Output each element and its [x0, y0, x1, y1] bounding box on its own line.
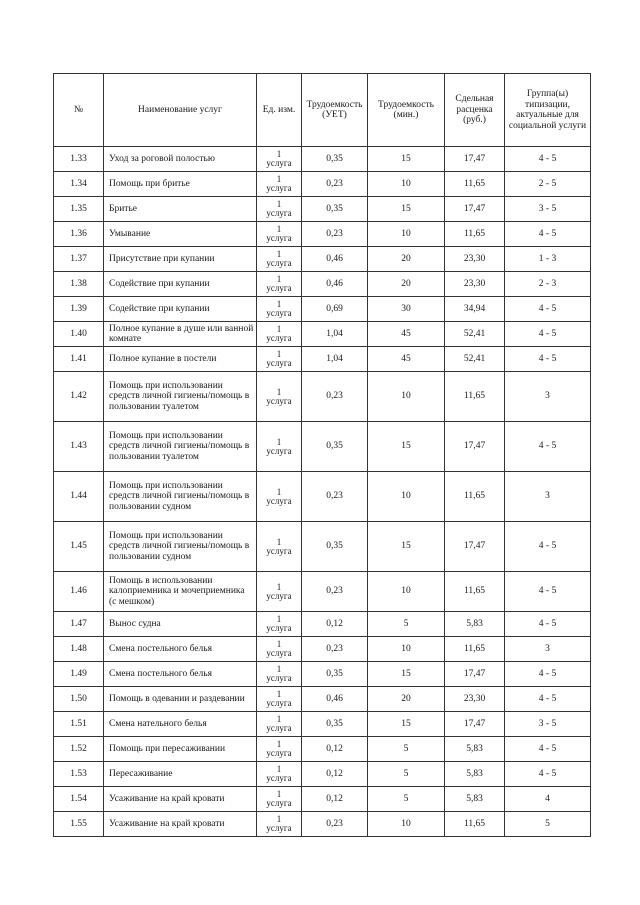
cell-min: 30: [368, 297, 445, 322]
table-row: [54, 737, 591, 762]
cell-uet: 0,35: [302, 197, 368, 222]
cell-price: 5,83: [445, 762, 505, 787]
cell-group: 3: [505, 372, 591, 422]
cell-unit: [257, 572, 302, 612]
cell-unit: [257, 812, 302, 837]
cell-min: 5: [368, 737, 445, 762]
cell-min: 5: [368, 762, 445, 787]
cell-name: Помощь при использовании средств личной гигиены/помощь в пользовании туалетом: [104, 422, 257, 472]
cell-price: 11,65: [445, 172, 505, 197]
cell-group: 4 - 5: [505, 572, 591, 612]
unit-count: 1: [276, 249, 282, 259]
unit-count: 1: [276, 614, 282, 624]
cell-group: 4 - 5: [505, 147, 591, 172]
header-labor-uet: Трудоемкость (УЕТ): [302, 74, 368, 147]
cell-unit: [257, 172, 302, 197]
cell-uet: 0,12: [302, 737, 368, 762]
unit-label: услуга: [266, 545, 292, 556]
unit-count: 1: [276, 174, 282, 184]
cell-num: 1.54: [54, 787, 104, 812]
cell-min: 15: [368, 197, 445, 222]
cell-name: Полное купание в постели: [104, 347, 257, 372]
cell-uet: 0,35: [302, 522, 368, 572]
cell-unit: [257, 737, 302, 762]
cell-uet: 0,23: [302, 637, 368, 662]
cell-price: 52,41: [445, 347, 505, 372]
cell-num: 1.53: [54, 762, 104, 787]
cell-group: 4 - 5: [505, 297, 591, 322]
cell-uet: 0,12: [302, 762, 368, 787]
cell-group: 4 - 5: [505, 662, 591, 687]
cell-unit: [257, 637, 302, 662]
cell-unit: [257, 322, 302, 347]
unit-count: 1: [276, 739, 282, 749]
cell-name: Усаживание на край кровати: [104, 812, 257, 837]
cell-uet: 1,04: [302, 347, 368, 372]
unit-label: услуга: [266, 358, 292, 368]
cell-name: Помощь при использовании средств личной гигиены/помощь в пользовании судном: [104, 472, 257, 522]
cell-name: Бритье: [104, 197, 257, 222]
cell-min: 20: [368, 247, 445, 272]
unit-count: 1: [276, 386, 282, 397]
cell-name: Помощь при пересаживании: [104, 737, 257, 762]
cell-unit: [257, 522, 302, 572]
cell-min: 5: [368, 787, 445, 812]
cell-min: 10: [368, 222, 445, 247]
cell-num: 1.48: [54, 637, 104, 662]
cell-unit: [257, 712, 302, 737]
unit-label: услуга: [266, 233, 292, 243]
cell-min: 15: [368, 422, 445, 472]
cell-num: 1.52: [54, 737, 104, 762]
table-row: [54, 472, 591, 522]
cell-unit: [257, 472, 302, 522]
cell-unit: [257, 662, 302, 687]
cell-num: 1.37: [54, 247, 104, 272]
header-name: Наименование услуг: [104, 74, 257, 147]
unit-label: услуга: [266, 283, 292, 293]
cell-uet: 0,35: [302, 422, 368, 472]
cell-name: Смена постельного белья: [104, 662, 257, 687]
cell-group: 4 - 5: [505, 422, 591, 472]
cell-group: 2 - 3: [505, 272, 591, 297]
table-row: [54, 147, 591, 172]
cell-price: 17,47: [445, 712, 505, 737]
table-row: [54, 222, 591, 247]
unit-label: услуга: [266, 823, 292, 833]
unit-label: услуга: [266, 258, 292, 268]
table-row: [54, 197, 591, 222]
table-row: [54, 272, 591, 297]
cell-unit: [257, 422, 302, 472]
cell-unit: [257, 612, 302, 637]
cell-unit: [257, 372, 302, 422]
cell-min: 10: [368, 472, 445, 522]
cell-min: 45: [368, 347, 445, 372]
table-row: [54, 522, 591, 572]
cell-uet: 0,23: [302, 472, 368, 522]
header-unit: Ед. изм.: [257, 74, 302, 147]
cell-min: 10: [368, 572, 445, 612]
cell-unit: [257, 222, 302, 247]
cell-num: 1.55: [54, 812, 104, 837]
cell-group: 4 - 5: [505, 762, 591, 787]
cell-uet: 0,23: [302, 172, 368, 197]
table-row: [54, 712, 591, 737]
cell-price: 11,65: [445, 572, 505, 612]
cell-num: 1.45: [54, 522, 104, 572]
services-table: [53, 73, 591, 837]
unit-count: 1: [276, 639, 282, 649]
unit-label: услуга: [266, 590, 292, 601]
table-row: [54, 422, 591, 472]
cell-min: 20: [368, 687, 445, 712]
cell-uet: 0,23: [302, 812, 368, 837]
cell-uet: 0,23: [302, 572, 368, 612]
cell-group: 3: [505, 472, 591, 522]
table-row: [54, 572, 591, 612]
unit-count: 1: [276, 299, 282, 309]
table-row: [54, 347, 591, 372]
cell-price: 34,94: [445, 297, 505, 322]
unit-label: услуга: [266, 158, 292, 168]
unit-label: услуга: [266, 748, 292, 758]
table-row: [54, 812, 591, 837]
table-row: [54, 297, 591, 322]
cell-num: 1.42: [54, 372, 104, 422]
cell-num: 1.50: [54, 687, 104, 712]
table-row: [54, 687, 591, 712]
unit-count: 1: [276, 689, 282, 699]
cell-min: 45: [368, 322, 445, 347]
cell-group: 4 - 5: [505, 737, 591, 762]
cell-name: Помощь в использовании калоприемника и мочеприемника (с мешком): [104, 572, 257, 612]
cell-group: 4 - 5: [505, 222, 591, 247]
unit-label: услуга: [266, 773, 292, 783]
header-price: Сдельная расценка (руб.): [445, 74, 505, 147]
cell-num: 1.46: [54, 572, 104, 612]
cell-min: 10: [368, 372, 445, 422]
cell-name: Помощь в одевании и раздевании: [104, 687, 257, 712]
table-row: [54, 322, 591, 347]
cell-min: 15: [368, 662, 445, 687]
table-row: [54, 372, 591, 422]
cell-group: 3 - 5: [505, 712, 591, 737]
cell-name: Уход за роговой полостью: [104, 147, 257, 172]
cell-min: 20: [368, 272, 445, 297]
cell-unit: [257, 147, 302, 172]
cell-min: 10: [368, 812, 445, 837]
cell-name: Умывание: [104, 222, 257, 247]
unit-label: услуга: [266, 698, 292, 708]
cell-min: 15: [368, 522, 445, 572]
cell-num: 1.34: [54, 172, 104, 197]
cell-price: 17,47: [445, 662, 505, 687]
cell-uet: 0,46: [302, 687, 368, 712]
cell-name: Помощь при бритье: [104, 172, 257, 197]
cell-price: 17,47: [445, 147, 505, 172]
cell-group: 3: [505, 637, 591, 662]
unit-label: услуга: [266, 445, 292, 456]
cell-name: Помощь при использовании средств личной гигиены/помощь в пользовании судном: [104, 522, 257, 572]
cell-group: 2 - 5: [505, 172, 591, 197]
cell-price: 23,30: [445, 247, 505, 272]
unit-count: 1: [276, 536, 282, 547]
cell-group: 1 - 3: [505, 247, 591, 272]
cell-num: 1.38: [54, 272, 104, 297]
unit-label: услуга: [266, 673, 292, 683]
cell-price: 5,83: [445, 737, 505, 762]
unit-count: 1: [276, 814, 282, 824]
unit-count: 1: [276, 486, 282, 497]
unit-label: услуга: [266, 495, 292, 506]
cell-unit: [257, 197, 302, 222]
cell-price: 11,65: [445, 372, 505, 422]
unit-count: 1: [276, 274, 282, 284]
cell-group: 3 - 5: [505, 197, 591, 222]
cell-name: Вынос судна: [104, 612, 257, 637]
cell-name: Содействие при купании: [104, 297, 257, 322]
cell-unit: [257, 687, 302, 712]
cell-price: 11,65: [445, 812, 505, 837]
unit-label: услуга: [266, 208, 292, 218]
table-row: [54, 172, 591, 197]
cell-uet: 0,46: [302, 272, 368, 297]
cell-price: 11,65: [445, 222, 505, 247]
unit-count: 1: [276, 349, 282, 359]
cell-num: 1.39: [54, 297, 104, 322]
unit-count: 1: [276, 789, 282, 799]
cell-num: 1.40: [54, 322, 104, 347]
cell-price: 11,65: [445, 637, 505, 662]
cell-price: 11,65: [445, 472, 505, 522]
unit-label: услуга: [266, 308, 292, 318]
table-row: [54, 762, 591, 787]
cell-name: Присутствие при купании: [104, 247, 257, 272]
cell-num: 1.35: [54, 197, 104, 222]
unit-label: услуга: [266, 798, 292, 808]
unit-count: 1: [276, 664, 282, 674]
unit-count: 1: [276, 224, 282, 234]
cell-num: 1.33: [54, 147, 104, 172]
cell-unit: [257, 762, 302, 787]
unit-label: услуга: [266, 648, 292, 658]
cell-unit: [257, 272, 302, 297]
cell-uet: 0,35: [302, 147, 368, 172]
table-row: [54, 247, 591, 272]
unit-count: 1: [276, 324, 282, 334]
cell-unit: [257, 247, 302, 272]
unit-count: 1: [276, 581, 282, 592]
header-labor-min: Трудоемкость (мин.): [368, 74, 445, 147]
cell-unit: [257, 297, 302, 322]
cell-price: 5,83: [445, 612, 505, 637]
cell-uet: 0,12: [302, 787, 368, 812]
cell-price: 17,47: [445, 422, 505, 472]
cell-group: 4 - 5: [505, 687, 591, 712]
cell-uet: 0,35: [302, 662, 368, 687]
cell-min: 10: [368, 637, 445, 662]
cell-uet: 0,23: [302, 372, 368, 422]
cell-unit: [257, 787, 302, 812]
cell-name: Пересаживание: [104, 762, 257, 787]
unit-label: услуга: [266, 183, 292, 193]
cell-price: 23,30: [445, 687, 505, 712]
cell-num: 1.36: [54, 222, 104, 247]
cell-num: 1.43: [54, 422, 104, 472]
cell-min: 15: [368, 712, 445, 737]
unit-count: 1: [276, 436, 282, 447]
cell-uet: 0,69: [302, 297, 368, 322]
unit-label: услуга: [266, 333, 292, 343]
unit-label: услуга: [266, 623, 292, 633]
cell-num: 1.47: [54, 612, 104, 637]
unit-count: 1: [276, 199, 282, 209]
cell-name: Содействие при купании: [104, 272, 257, 297]
cell-price: 52,41: [445, 322, 505, 347]
cell-num: 1.41: [54, 347, 104, 372]
table-row: [54, 787, 591, 812]
table-row: [54, 612, 591, 637]
cell-uet: 0,46: [302, 247, 368, 272]
cell-price: 5,83: [445, 787, 505, 812]
unit-count: 1: [276, 764, 282, 774]
unit-count: 1: [276, 714, 282, 724]
cell-unit: [257, 347, 302, 372]
table-header-row: [54, 74, 591, 147]
cell-group: 4 - 5: [505, 322, 591, 347]
cell-price: 23,30: [445, 272, 505, 297]
cell-uet: 0,35: [302, 712, 368, 737]
cell-price: 17,47: [445, 522, 505, 572]
cell-uet: 1,04: [302, 322, 368, 347]
cell-name: Усаживание на край кровати: [104, 787, 257, 812]
cell-min: 5: [368, 612, 445, 637]
cell-group: 4 - 5: [505, 612, 591, 637]
cell-num: 1.44: [54, 472, 104, 522]
unit-label: услуга: [266, 723, 292, 733]
cell-uet: 0,23: [302, 222, 368, 247]
cell-group: 4 - 5: [505, 522, 591, 572]
cell-min: 10: [368, 172, 445, 197]
unit-label: услуга: [266, 395, 292, 406]
header-group: Группа(ы) типизации, актуальные для социальной услуги: [505, 74, 591, 147]
cell-name: Смена нательного белья: [104, 712, 257, 737]
cell-group: 4 - 5: [505, 347, 591, 372]
cell-min: 15: [368, 147, 445, 172]
cell-name: Помощь при использовании средств личной гигиены/помощь в пользовании туалетом: [104, 372, 257, 422]
cell-group: 5: [505, 812, 591, 837]
cell-name: Смена постельного белья: [104, 637, 257, 662]
table-row: [54, 662, 591, 687]
table-row: [54, 637, 591, 662]
cell-group: 4: [505, 787, 591, 812]
cell-price: 17,47: [445, 197, 505, 222]
cell-num: 1.49: [54, 662, 104, 687]
unit-count: 1: [276, 149, 282, 159]
header-num: №: [54, 74, 104, 147]
cell-uet: 0,12: [302, 612, 368, 637]
cell-num: 1.51: [54, 712, 104, 737]
cell-name: Полное купание в душе или ванной комнате: [104, 322, 257, 347]
